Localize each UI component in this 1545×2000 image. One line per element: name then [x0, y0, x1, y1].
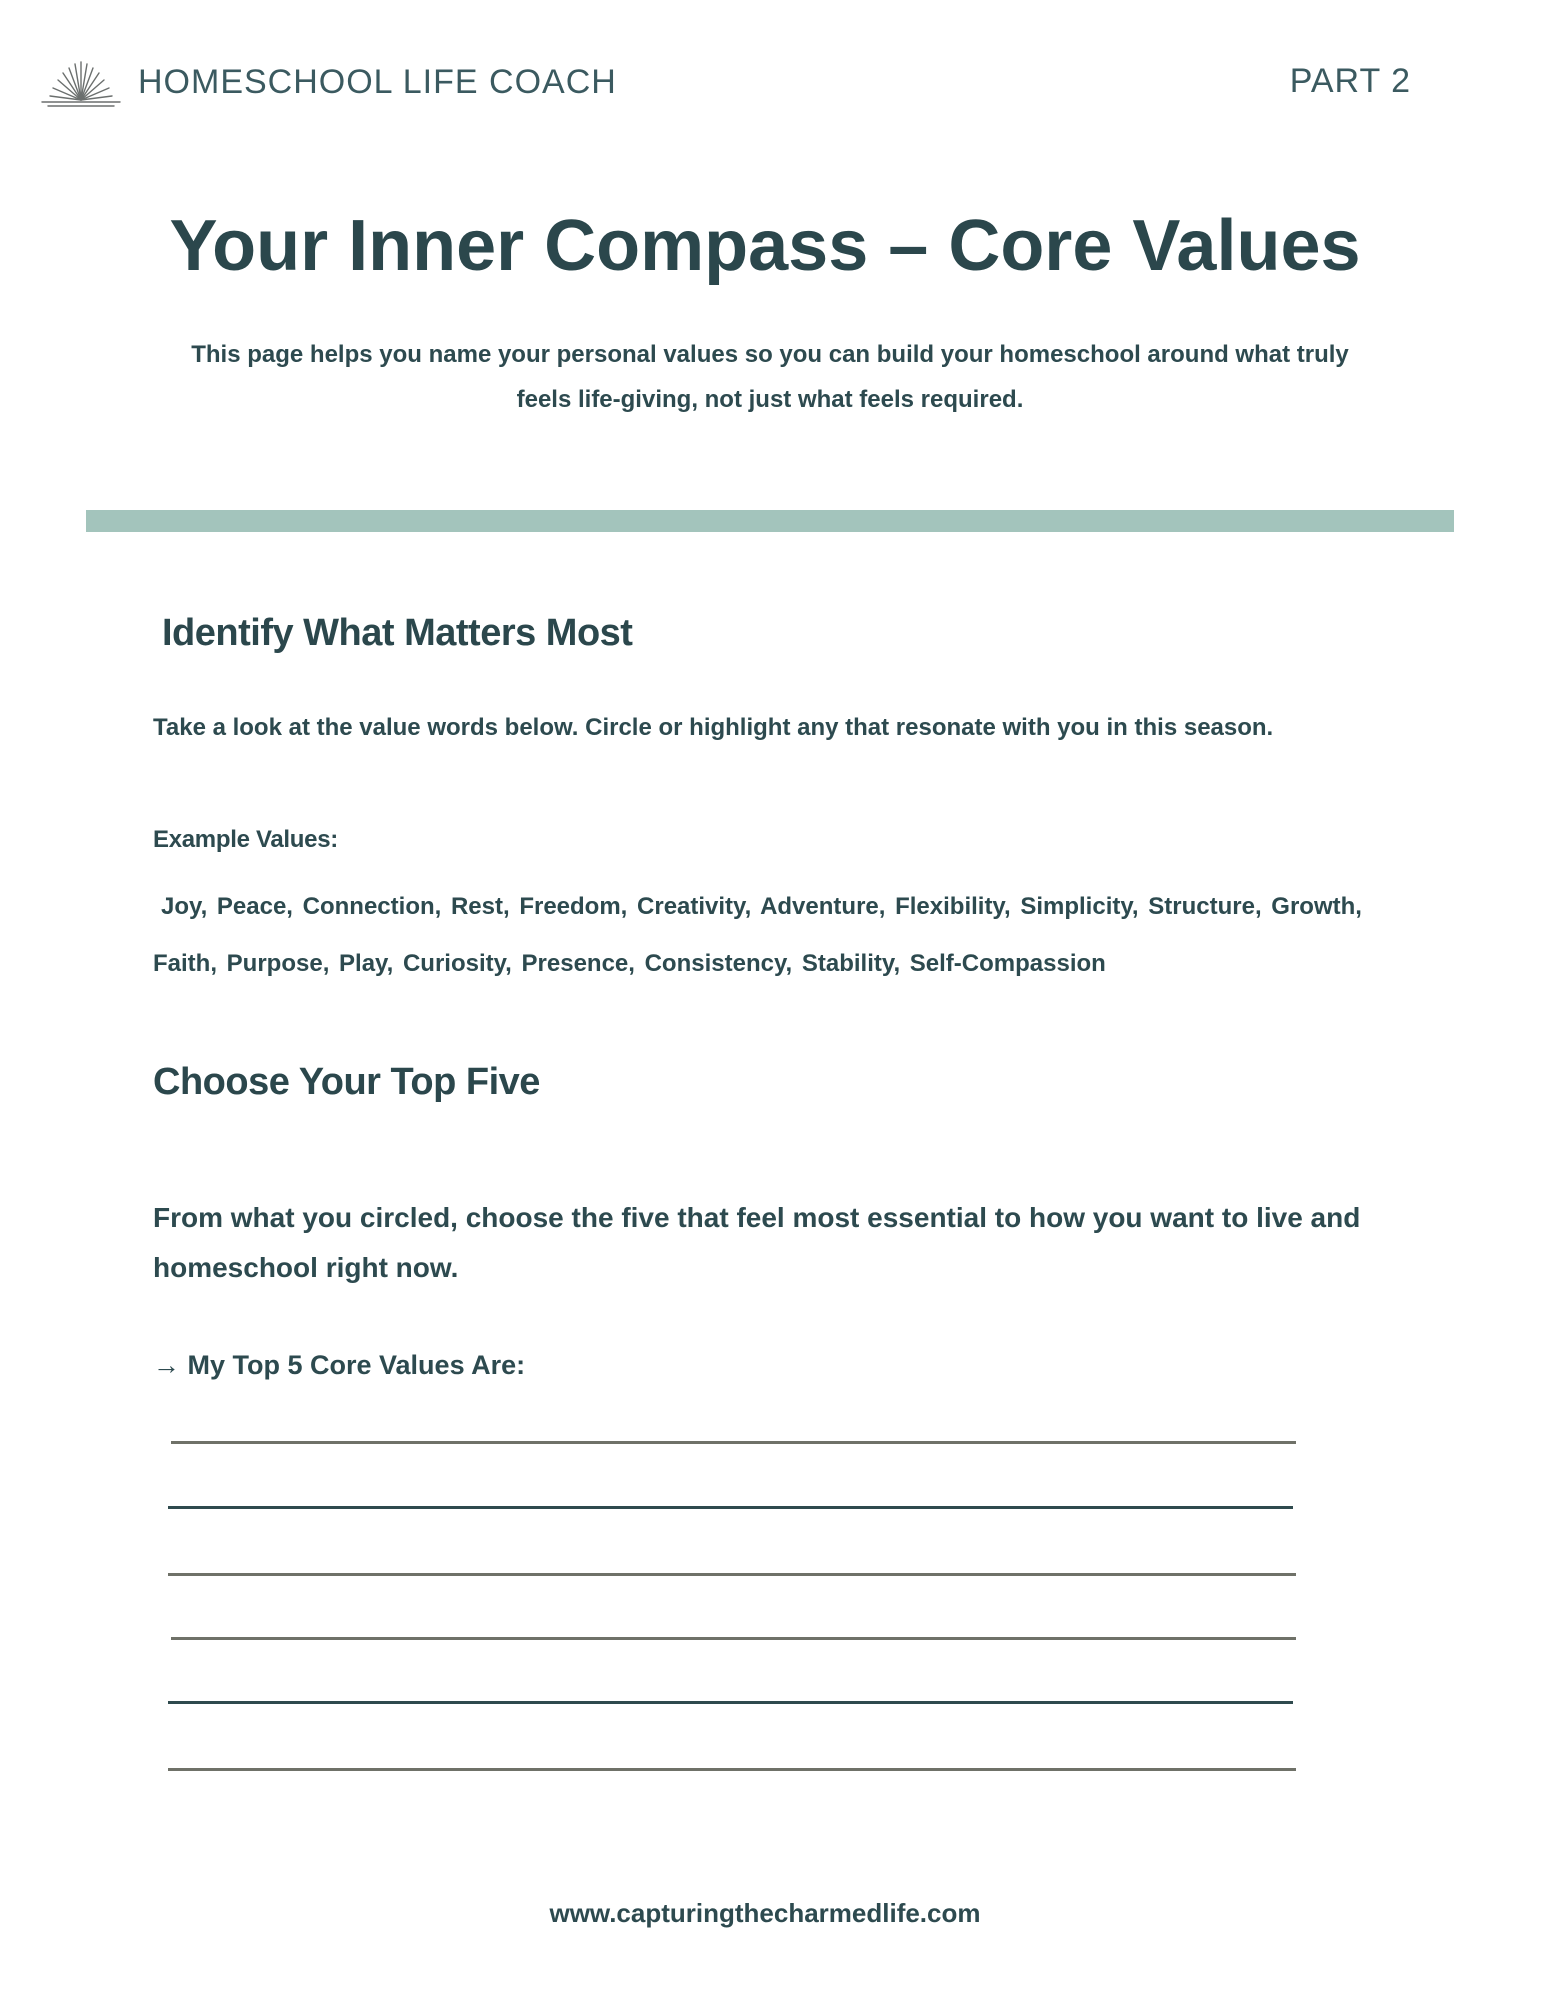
top-five-prompt: → My Top 5 Core Values Are: — [153, 1350, 526, 1380]
write-line[interactable] — [168, 1573, 1296, 1576]
write-line[interactable] — [171, 1441, 1296, 1444]
top-five-instruction: From what you circled, choose the five that feel most essential to how you want to live and homeschool right now. — [153, 1202, 1361, 1283]
page-title: Your Inner Compass – Core Values — [169, 206, 1361, 286]
example-values-line: Faith, Purpose, Play, Curiosity, Presence, Consistency, Stability, Self-Compassion — [153, 950, 1106, 977]
section-heading-identify: Identify What Matters Most — [162, 612, 633, 654]
intro-text: This page helps you name your personal values so you can build your homeschool around what truly feels life-giving, not just what feels required. — [191, 341, 1349, 413]
write-line[interactable] — [171, 1637, 1296, 1640]
write-line[interactable] — [168, 1506, 1293, 1509]
write-line[interactable] — [168, 1768, 1296, 1771]
examples-label: Example Values: — [153, 826, 338, 853]
divider-bar — [86, 510, 1454, 532]
write-line[interactable] — [168, 1701, 1293, 1704]
brand-name: HOMESCHOOL LIFE COACH — [138, 62, 617, 101]
example-values-list — [153, 878, 1403, 992]
footer-url-link[interactable]: www.capturingthecharmedlife.com — [549, 1898, 981, 1928]
identify-instruction: Take a look at the value words below. Circle or highlight any that resonate with you in this season. — [153, 714, 1274, 741]
section-heading-top-five: Choose Your Top Five — [153, 1061, 540, 1103]
part-label: PART 2 — [1289, 62, 1411, 100]
sunburst-icon — [38, 56, 124, 108]
example-values-line: Joy, Peace, Connection, Rest, Freedom, Creativity, Adventure, Flexibility, Simplicity, Structure, Growth, — [161, 893, 1362, 920]
brand — [38, 56, 617, 108]
